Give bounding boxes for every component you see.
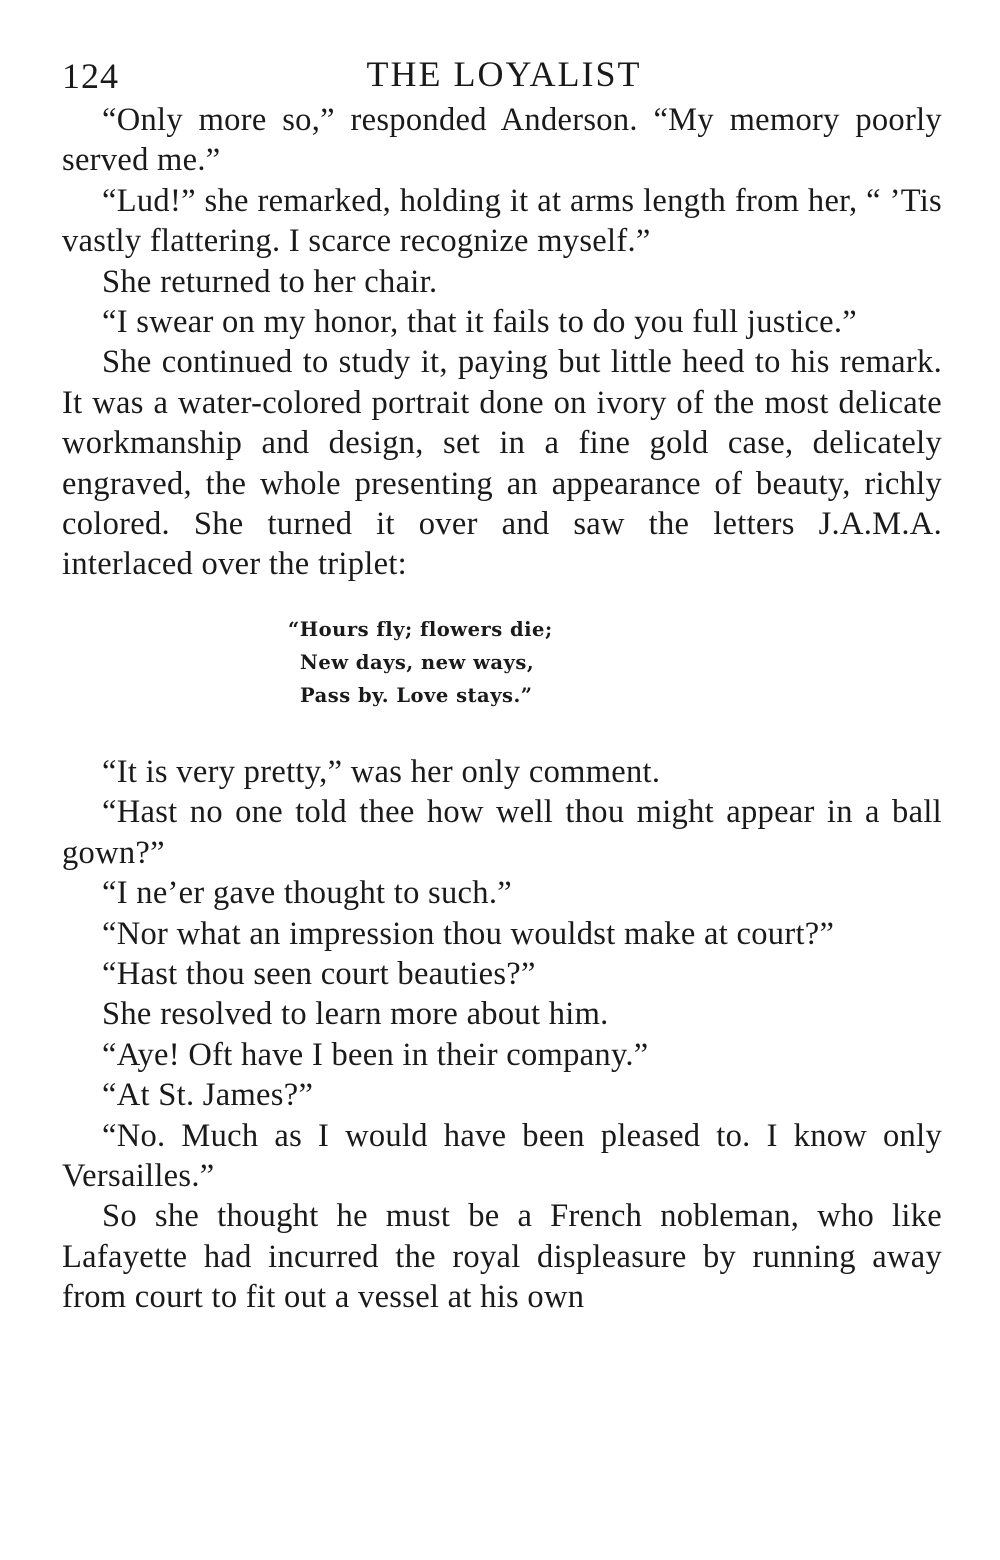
paragraph-ball-gown: “Hast no one told thee how well thou might appear in a ball gown?” — [62, 794, 942, 871]
paragraph-french-nobleman: So she thought he must be a French nobleman, who like Lafayette had incurred the royal displeasure by running away from court to fit out a vessel at his own — [62, 1198, 942, 1316]
book-page — [62, 48, 942, 1318]
poem-line: “Hours fly; flowers die; — [288, 617, 553, 641]
body-text-after-poem — [62, 752, 942, 1318]
paragraph-versailles: “No. Much as I would have been pleased to. I know only Versailles.” — [62, 1117, 942, 1194]
poem-line: New days, new ways, — [300, 650, 535, 674]
paragraph-never-gave-thought: “I ne’er gave thought to such.” — [102, 875, 512, 912]
paragraph-swear-on-honor: “I swear on my honor, that it fails to do you full justice.” — [102, 304, 858, 341]
paragraph-portrait-description: She continued to study it, paying but little heed to his remark. It was a water-colored portrait done on ivory of the most delicate workmanship and design, set in a fine gold case, delicately engraved, the whole presenting an appearance of beauty, richly colored. She turned it over and saw the letters J.A.M.A. interlaced over the triplet: — [62, 344, 942, 583]
page-number: 124 — [62, 56, 119, 96]
paragraph-returned-to-chair: She returned to her chair. — [102, 263, 438, 300]
book-title: THE LOYALIST — [366, 54, 642, 94]
paragraph-impression-at-court: “Nor what an impression thou wouldst make at court?” — [102, 915, 835, 952]
paragraph-only-more-so: “Only more so,” responded Anderson. “My memory poorly served me.” — [62, 102, 942, 179]
running-head — [62, 48, 942, 100]
paragraph-st-james: “At St. James?” — [102, 1077, 314, 1114]
poem-line: Pass by. Love stays.” — [300, 683, 533, 707]
paragraph-resolved-to-learn: She resolved to learn more about him. — [102, 996, 609, 1033]
body-text-before-poem — [62, 100, 942, 585]
paragraph-lud: “Lud!” she remarked, holding it at arms length from her, “ ’Tis vastly flattering. I scarce recognize myself.” — [62, 182, 942, 260]
paragraph-court-beauties: “Hast thou seen court beauties?” — [102, 955, 536, 992]
paragraph-aye-oft: “Aye! Oft have I been in their company.” — [102, 1036, 649, 1073]
poem-triplet — [62, 613, 942, 712]
paragraph-very-pretty: “It is very pretty,” was her only comment. — [102, 753, 661, 790]
